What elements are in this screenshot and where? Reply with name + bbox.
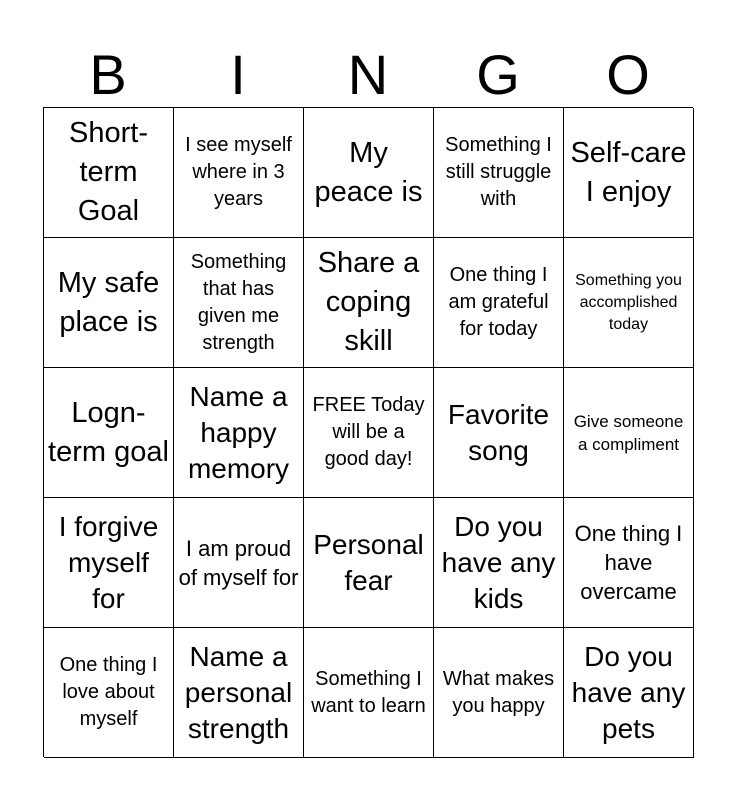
bingo-cell-r2c2[interactable] bbox=[174, 238, 304, 368]
cell-text: Something you accomplished today bbox=[575, 271, 682, 333]
bingo-cell-r4c1[interactable] bbox=[44, 498, 174, 628]
bingo-cell-r4c4[interactable] bbox=[434, 498, 564, 628]
bingo-cell-r1c4[interactable] bbox=[434, 108, 564, 238]
header-letter-g: G bbox=[476, 43, 520, 106]
bingo-cell-r2c3[interactable] bbox=[304, 238, 434, 368]
cell-text: Share a coping skill bbox=[317, 247, 420, 357]
cell-text: Something I want to learn bbox=[311, 667, 426, 717]
cell-text: I am proud of myself for bbox=[178, 535, 299, 590]
bingo-cell-r5c5[interactable] bbox=[564, 628, 694, 758]
bingo-header bbox=[43, 42, 693, 108]
cell-text: Give someone a compliment bbox=[573, 411, 684, 454]
cell-text: Short-term Goal bbox=[69, 117, 148, 227]
bingo-cell-r4c5[interactable] bbox=[564, 498, 694, 628]
cell-text: Personal fear bbox=[313, 528, 424, 596]
bingo-cell-r5c2[interactable] bbox=[174, 628, 304, 758]
cell-text: One thing I have overcame bbox=[574, 521, 683, 604]
cell-text: Name a happy memory bbox=[187, 380, 290, 484]
bingo-card-grid bbox=[43, 107, 693, 757]
bingo-cell-r4c2[interactable] bbox=[174, 498, 304, 628]
bingo-cell-r2c5[interactable] bbox=[564, 238, 694, 368]
cell-text: I see myself where in 3 years bbox=[185, 134, 292, 210]
bingo-cell-r1c5[interactable] bbox=[564, 108, 694, 238]
cell-text: Logn-term goal bbox=[48, 396, 169, 468]
cell-text: Self-care I enjoy bbox=[570, 136, 687, 208]
bingo-cell-r2c1[interactable] bbox=[44, 238, 174, 368]
cell-text: One thing I am grateful for today bbox=[448, 264, 549, 340]
header-letter-i: I bbox=[230, 43, 246, 106]
cell-text: Name a personal strength bbox=[184, 640, 293, 744]
cell-text: Favorite song bbox=[447, 398, 550, 466]
bingo-cell-r3c3-free[interactable] bbox=[304, 368, 434, 498]
bingo-cell-r1c3[interactable] bbox=[304, 108, 434, 238]
cell-text: What makes you happy bbox=[442, 667, 555, 717]
header-letter-b: B bbox=[89, 43, 127, 106]
bingo-cell-r5c1[interactable] bbox=[44, 628, 174, 758]
header-letter-o: O bbox=[606, 43, 650, 106]
cell-text: Do you have any kids bbox=[441, 510, 556, 614]
bingo-cell-r1c2[interactable] bbox=[174, 108, 304, 238]
free-space-text: FREE Today will be a good day! bbox=[312, 394, 425, 470]
cell-text: One thing I love about myself bbox=[59, 654, 158, 730]
cell-text: Do you have any pets bbox=[571, 640, 686, 744]
bingo-cell-r1c1[interactable] bbox=[44, 108, 174, 238]
bingo-cell-r4c3[interactable] bbox=[304, 498, 434, 628]
cell-text: Something I still struggle with bbox=[445, 134, 552, 210]
bingo-cell-r3c4[interactable] bbox=[434, 368, 564, 498]
header-letter-n: N bbox=[347, 43, 389, 106]
cell-text: My peace is bbox=[314, 136, 423, 208]
bingo-cell-r2c4[interactable] bbox=[434, 238, 564, 368]
bingo-cell-r3c5[interactable] bbox=[564, 368, 694, 498]
bingo-cell-r5c4[interactable] bbox=[434, 628, 564, 758]
bingo-cell-r3c1[interactable] bbox=[44, 368, 174, 498]
cell-text: My safe place is bbox=[57, 266, 160, 338]
bingo-cell-r5c3[interactable] bbox=[304, 628, 434, 758]
bingo-cell-r3c2[interactable] bbox=[174, 368, 304, 498]
cell-text: I forgive myself for bbox=[58, 510, 159, 614]
cell-text: Something that has given me strength bbox=[190, 250, 287, 354]
